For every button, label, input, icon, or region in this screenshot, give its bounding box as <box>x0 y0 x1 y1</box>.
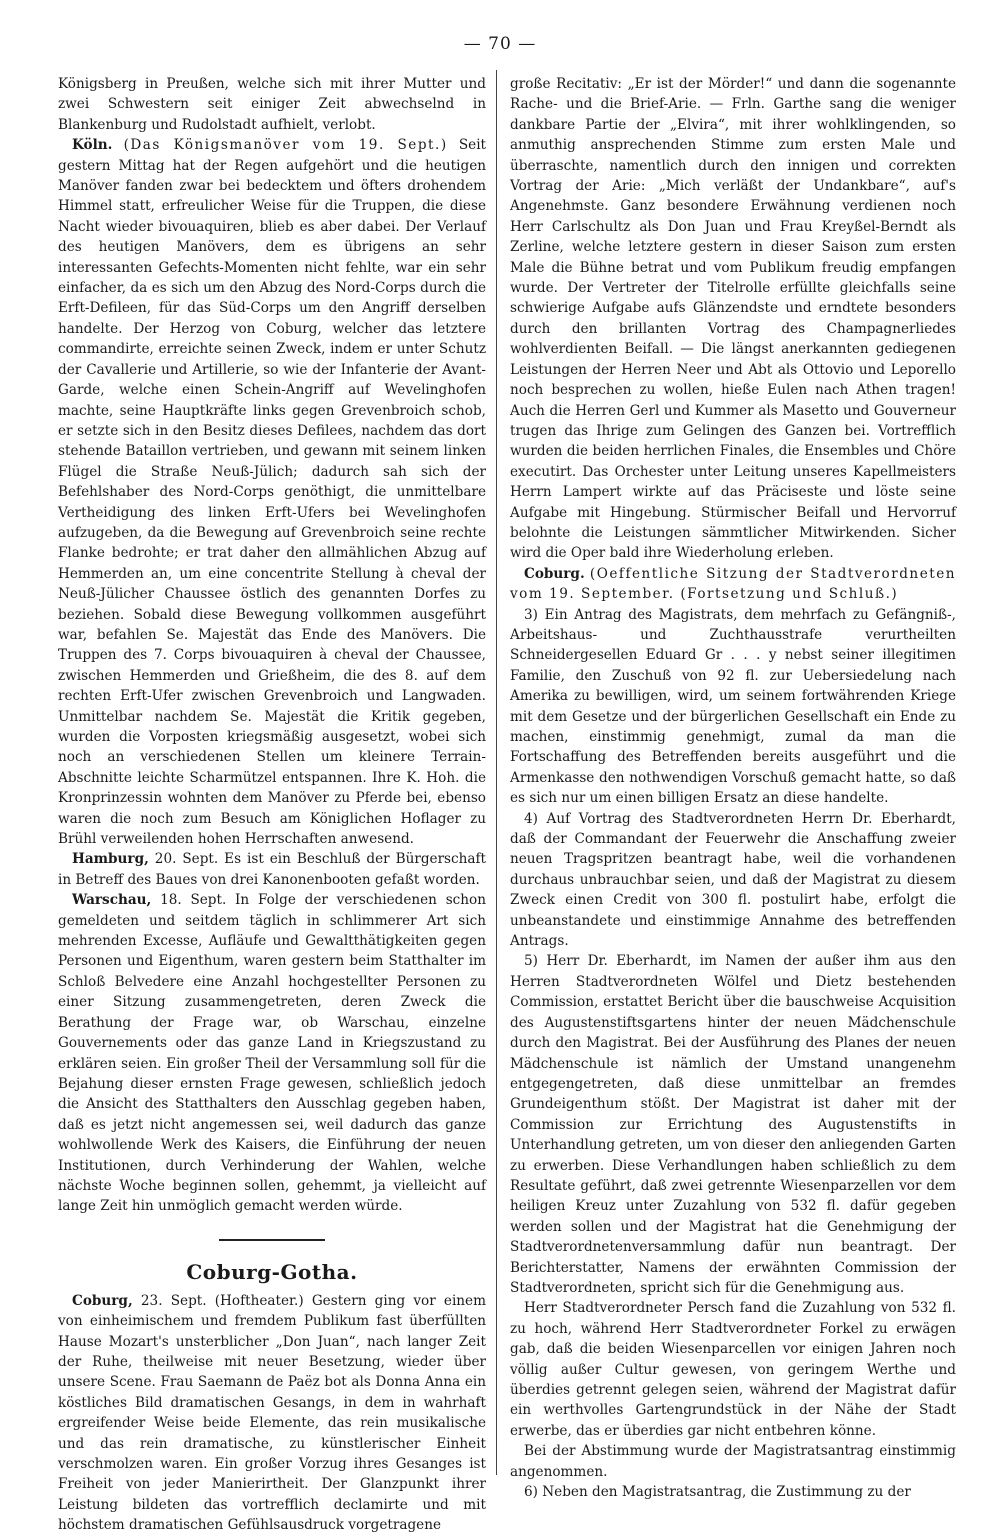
article-coburg-council <box>510 564 956 605</box>
article-paragraph: Herr Stadtverordneter Persch fand die Zuzahlung von 532 fl. zu hoch, während Herr Stadtverordneter Forkel zu erwägen gab, daß die beiden Wiesenparcellen vor einigen Jahren noch völlig außer Cultur gewesen, von geringem Werthe und überdies getrennt gelegen seien, während der Magistrat dafür ein werthvolles Gartengrundstück in der Nähe der Stadt erwerbe, das er überdies gar nicht entbehren könne. <box>510 1300 956 1439</box>
article-subtitle: (Oeffentliche Sitzung der Stadtverordneten vom 19. September. (Fortsetzung und Schluß.) <box>510 565 956 603</box>
left-column <box>58 74 486 1536</box>
article-paragraph: 5) Herr Dr. Eberhardt, im Namen der außer ihm aus den Herren Stadtverordneten Wölfel und Dietz bestehenden Commission, erstattet Bericht über die bauschweise Acquisition des Augustenstiftsgartens hinter der neuen Mädchenschule durch den Magistrat. Bei der Ausführung des Planes der neuen Mädchenschule ist nämlich der Umstand unangenehm entgegengetreten, daß diese unmittelbar an fremdes Grundeigenthum stößt. Der Magistrat ist daher mit der Commission zur Errichtung des Augustenstifts in Unterhandlung getreten, um von dieser den anliegenden Garten zu erwerben. Diese Verhandlungen haben schließlich zu dem Resultate geführt, daß zwei getrennte Wiesenparzellen vor dem heiligen Kreuz unter Zuzahlung von 532 fl. dafür gegeben werden sollen und der Magistrat hat die Genehmigung der Stadtverordnetenversammlung dafür nun beantragt. Der Berichterstatter, Namens der erwähnten Commission der Stadtverordneten, spricht sich für die Genehmigung aus. <box>510 953 956 1296</box>
column-divider <box>496 70 497 1475</box>
dateline: Hamburg, <box>72 851 149 868</box>
dateline: Coburg. <box>524 565 585 582</box>
article-coburg-theater <box>58 1291 486 1536</box>
article-warschau <box>58 890 486 1217</box>
dateline: Köln. <box>72 137 113 154</box>
page-number: — 70 — <box>463 34 537 54</box>
article-text: Seit gestern Mittag hat der Regen aufgehört und die heutigen Manöver fanden zwar bei bedecktem und öfters drohendem Himmel statt, erfreulicher Weise für die Truppen, die diese Nacht wieder bivouaquiren, blieb es aber dabei. Der Verlauf des heutigen Manövers, dem es übrigens an sehr interessanten Gefechts-Momenten nicht fehlte, war ein sehr einfacher, da es sich um den Abzug des Nord-Corps durch die Erft-Defileen, für das Süd-Corps um den Angriff derselben handelte. Der Herzog von Coburg, welcher das letztere commandirte, erreichte seinen Zweck, indem er unter Schutz der Cavallerie und Artillerie, so wie der Infanterie der Avant-Garde, welche einen Schein-Angriff auf Wevelinghofen machte, seine Hauptkräfte links gegen Grevenbroich schob, er setzte sich in den Besitz dieses Defilees, nachdem das dort stehende Bataillon vertrieben, und gewann mit seinem linken Flügel die Straße Neuß-Jülich; dadurch sah sich der Befehlshaber des Nord-Corps genöthigt, die unmittelbare Vertheidigung des linken Erft-Ufers bei Wevelinghofen aufzugeben, da die Bewegung auf Grevenbroich seine rechte Flanke bedrohte; er trat daher den allmählichen Abzug auf Hemmerden an, um eine concentrite Stellung à cheval der Neuß-Jülicher Chaussee östlich des genannten Dorfes zu beziehen. Sobald diese Bewegung vollkommen ausgeführt war, befahlen Se. Majestät das Ende des Manövers. Die Truppen des 7. Corps bivouaquiren à cheval der Chaussee, zwischen Hemmerden und Grießheim, die des 8. auf dem rechten Erft-Ufer zwischen Grevenbroich und Langwaden. Unmittelbar nachdem Se. Majestät die Kritik gegeben, wurden die Vorposten kriegsmäßig ausgesetzt, wobei sich noch an verschiedenen Stellen um kleinere Terrain-Abschnitte leichte Scharmützel entspannen. Ihre K. Hoh. die Kronprinzessin wohnten dem Manöver zu Pferde bei, ebenso waren die noch zum Besuch am Königlichen Hoflager zu Brühl verweilenden hohen Herrschaften anwesend. <box>58 137 487 848</box>
section-rule <box>219 1239 325 1241</box>
article-paragraph: Bei der Abstimmung wurde der Magistratsantrag einstimmig angenommen. <box>510 1443 956 1480</box>
article-hamburg <box>58 849 486 890</box>
article-paragraph: 3) Ein Antrag des Magistrats, dem mehrfach zu Gefängniß-, Arbeitshaus- und Zuchthausstrafe verurtheilten Schneidergesellen Eduard Gr . . . y nebst seiner illegitimen Familie, den Zuschuß von 92 fl. zur Uebersiedelung nach Amerika zu bewilligen, wird, um seinem fortwährenden Kriege mit dem Gesetze und der bürgerlichen Gesellschaft ein Ende zu machen, einstimmig genehmigt, zumal da man die Fortschaffung des Betreffenden bereits ausgeführt und die Armenkasse den nothwendigen Vorschuß gemacht hatte, so daß es sich nur um einen billigen Ersatz an diese handelte. <box>510 606 956 807</box>
article-text: 18. Sept. In Folge der verschiedenen schon gemeldeten und seitdem täglich in schlimmerer Art sich mehrenden Excesse, Aufläufe und Gewaltthätigkeiten gegen Personen und Eigenthum, waren gestern beim Statthalter im Schloß Belvedere eine Anzahl hochgestellter Personen zu einer Sitzung zusammengetreten, deren Zweck die Berathung der Frage war, ob Warschau, einzelne Gouvernements oder das ganze Land in Kriegszustand zu erklären seien. Ein großer Theil der Versammlung soll für die Bejahung dieser ernsten Frage gewesen, schließlich jedoch die Ansicht des Statthalters den Ausschlag gegeben haben, daß es jetzt nicht angemessen sei, weil dadurch das ganze wohlwollende Werk des Kaisers, die Einführung der neuen Institutionen, durch Verhinderung der Wahlen, welche nächste Woche beginnen sollen, gehemmt, ja vielleicht auf lange Zeit hin unmöglich gemacht werden würde. <box>58 892 486 1215</box>
section-heading: Coburg-Gotha. <box>186 1259 358 1284</box>
dateline: Warschau, <box>72 892 152 909</box>
article-subtitle: (Das Königsmanöver vom 19. Sept.) <box>123 137 448 154</box>
right-column <box>510 74 956 1502</box>
article-text: 23. Sept. (Hoftheater.) Gestern ging vor einem von einheimischem und fremdem Publikum fast überfüllten Hause Mozart's unsterblicher „Don Juan“, nach langer Zeit der Ruhe, theilweise mit neuer Besetzung, wieder über unsere Scene. Frau Saemann de Paëz bot als Donna Anna ein köstliches Bild dramatischen Gesangs, in dem in wahrhaft ergreifender Weise beide Elemente, das rein musikalische und das rein dramatische, zu künstlerischer Einheit verschmolzen waren. Ein großer Vorzug ihres Gesanges ist Freiheit von jeder Manierirtheit. Der Glanzpunkt ihrer Leistung bildeten das vortrefflich declamirte und mit höchstem dramatischen Gefühlsausdruck vorgetragene <box>58 1292 486 1534</box>
article-paragraph: 4) Auf Vortrag des Stadtverordneten Herrn Dr. Eberhardt, daß der Commandant der Feuerwehr die Anschaffung zweier neuen Tragspritzen beantragt habe, weil die vorhandenen durchaus unbrauchbar seien, und daß der Magistrat zu diesem Zweck einen Credit von 300 fl. postulirt habe, erfolgt die unbeanstandete und einstimmige Annahme des betreffenden Antrags. <box>510 810 956 950</box>
article-paragraph: Königsberg in Preußen, welche sich mit ihrer Mutter und zwei Schwestern seit einiger Zeit abwechselnd in Blankenburg und Rudolstadt aufhielt, verlobt. <box>58 76 486 133</box>
article-koeln <box>58 135 486 849</box>
article-text: 20. Sept. Es ist ein Beschluß der Bürgerschaft in Betreff des Baues von drei Kanonenbooten gefaßt worden. <box>58 851 487 888</box>
article-paragraph: große Recitativ: „Er ist der Mörder!“ und dann die sogenannte Rache- und die Brief-Arie. — Frln. Garthe sang die weniger dankbare Partie der „Elvira“, mit ihrer wohlklingenden, so anmuthig ansprechenden Stimme zum ersten Male und überraschte, namentlich durch den innigen und correkten Vortrag der Arie: „Mich verläßt der Undankbare“, auf's Angenehmste. Ganz besondere Erwähnung verdienen noch Herr Carlschultz als Don Juan und Frau Kreyßel-Berndt als Zerline, welche letztere gestern in dieser Saison zum ersten Male die Bühne betrat und vom Publikum freudig empfangen wurde. Der Vertreter der Titelrolle erfüllte gleichfalls seine schwierige Aufgabe aufs Glänzendste und erndtete besonders durch den brillanten Vortrag des Champagnerliedes wohlverdienten Beifall. — Die längst anerkannten gediegenen Leistungen der Herren Neer und Abt als Ottovio und Leporello noch besprechen zu wollen, hieße Eulen nach Athen tragen! Auch die Herren Gerl und Kummer als Masetto und Gouverneur trugen das Ihrige zum Gelingen des Ganzen bei. Vortrefflich wurden die beiden herrlichen Finales, die Ensembles und Chöre executirt. Das Orchester unter Leitung unseres Kapellmeisters Herrn Lampert wirkte auf das Präciseste und löste seine Aufgabe mit Hingebung. Stürmischer Beifall und Hervorruf belohnte die Leistungen sämmtlicher Mitwirkenden. Sicher wird die Oper bald ihre Wiederholung erleben. <box>510 76 956 562</box>
dateline: Coburg, <box>72 1292 133 1309</box>
article-paragraph: 6) Neben den Magistratsantrag, die Zustimmung zu der <box>524 1484 911 1501</box>
